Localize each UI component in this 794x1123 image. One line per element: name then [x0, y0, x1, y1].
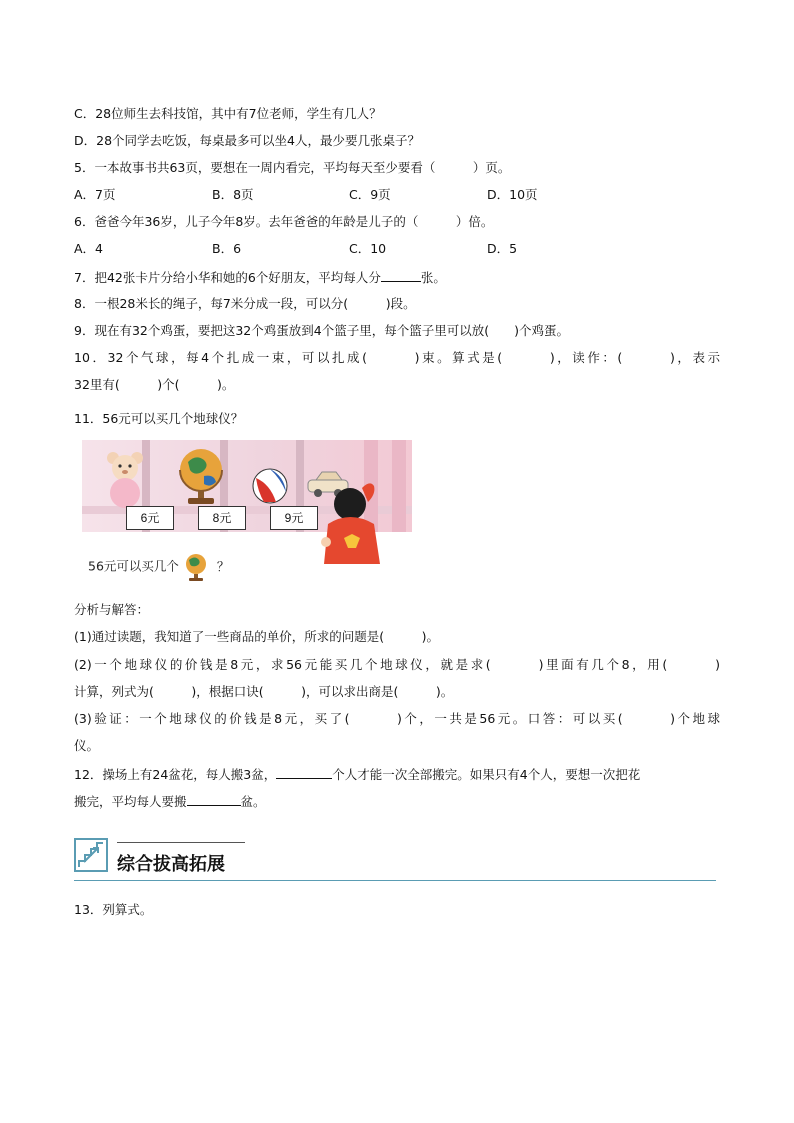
teddy-bear-icon [102, 448, 148, 510]
child-icon [318, 480, 388, 564]
q12-text-b: 个人才能一次全部搬完。如果只有4个人，要想一次把花 [332, 767, 641, 782]
price-tag-globe: 8元 [198, 506, 246, 530]
q12-blank-1[interactable] [276, 766, 332, 779]
wall-stripe [392, 440, 406, 532]
analysis-step-3-line-1: (3)验证：一个地球仪的价钱是8元，买了( )个，一共是56元。口答：可以买( )个地球 [74, 711, 720, 726]
q5-option-a: A．7页 [74, 187, 116, 202]
question-12-line-2 [74, 793, 266, 810]
analysis-step-3-line-2: 仪。 [74, 738, 100, 753]
question-8: 8．一根28米长的绳子，每7米分成一段，可以分( )段。 [74, 296, 416, 311]
caption-text: 56元可以买几个 [88, 558, 179, 574]
q5-option-d: D．10页 [487, 187, 538, 202]
question-12-line-1 [74, 766, 640, 783]
question-6: 6．爸爸今年36岁，儿子今年8岁。去年爸爸的年龄是儿子的（ ）倍。 [74, 214, 494, 229]
q6-option-d: D．5 [487, 241, 518, 256]
question-11: 11．56元可以买几个地球仪？ [74, 411, 244, 426]
illustration-caption [88, 552, 229, 582]
price-tag-ball: 9元 [270, 506, 318, 530]
q5-option-b: B．8页 [212, 187, 254, 202]
section-top-line [117, 842, 245, 843]
analysis-title: 分析与解答： [74, 602, 150, 617]
question-10-line-2: 32里有( )个( )。 [74, 377, 235, 392]
question-7-text: 7．把42张卡片分给小华和她的6个好朋友，平均每人分 [74, 270, 381, 285]
q12-text-d: 盆。 [240, 794, 266, 809]
question-13: 13．列算式。 [74, 902, 153, 917]
q5-option-c: C．9页 [349, 187, 391, 202]
q7-blank[interactable] [381, 269, 421, 282]
question-5: 5．一本故事书共63页，要想在一周内看完，平均每天至少要看（ ）页。 [74, 160, 511, 175]
question-10-line-1: 10．32个气球，每4个扎成一束，可以扎成( )束。算式是( )，读作：( )，表示 [74, 350, 720, 365]
q12-text-a: 12．操场上有24盆花，每人搬3盆， [74, 767, 277, 782]
q6-option-a: A．4 [74, 241, 104, 256]
caption-question-mark: ？ [216, 558, 230, 574]
ball-icon [250, 466, 290, 506]
globe-icon [174, 446, 228, 508]
q12-text-c: 搬完，平均每人要搬 [74, 794, 187, 809]
analysis-step-1: (1)通过读题，我知道了一些商品的单价，所求的问题是( )。 [74, 629, 439, 644]
stairs-icon [74, 838, 108, 872]
option-d-line: D．28个同学去吃饭，每桌最多可以坐4人，最少要几张桌子？ [74, 133, 420, 148]
price-tag-bear: 6元 [126, 506, 174, 530]
section-title: 综合拔高拓展 [117, 854, 225, 875]
option-c-line: C．28位师生去科技馆，其中有7位老师，学生有几人？ [74, 106, 382, 121]
analysis-step-2-line-2: 计算，列式为( )，根据口诀( )，可以求出商是( )。 [74, 684, 454, 699]
question-7 [74, 269, 446, 286]
question-9: 9．现在有32个鸡蛋，要把这32个鸡蛋放到4个篮子里，每个篮子里可以放( )个鸡蛋。 [74, 323, 569, 338]
small-globe-icon [183, 552, 209, 582]
question-7-tail: 张。 [420, 270, 446, 285]
q6-option-c: C．10 [349, 241, 387, 256]
q6-option-b: B．6 [212, 241, 242, 256]
q12-blank-2[interactable] [187, 793, 241, 806]
analysis-step-2-line-1: (2)一个地球仪的价钱是8元，求56元能买几个地球仪，就是求( )里面有几个8，用( ) [74, 657, 720, 672]
section-rule [74, 880, 716, 881]
